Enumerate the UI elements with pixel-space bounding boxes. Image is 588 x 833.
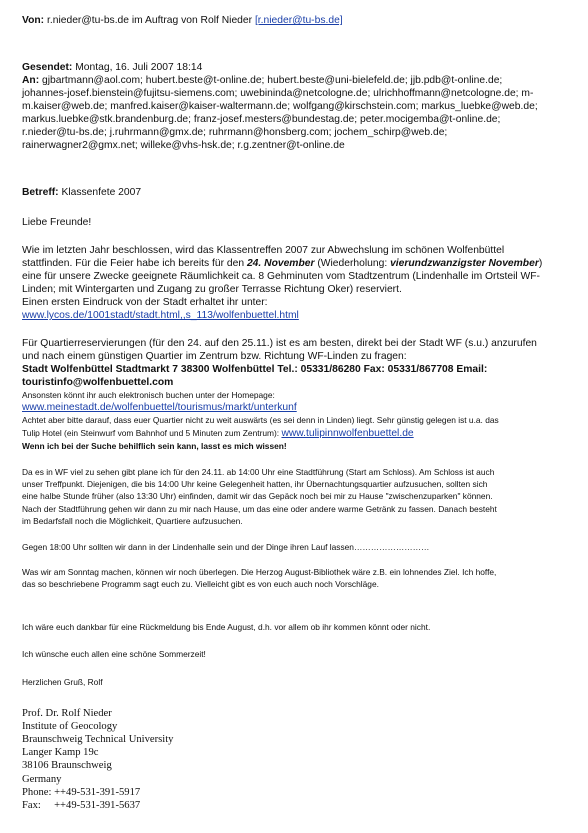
subject-label: Betreff:	[22, 187, 59, 198]
from-email-link[interactable]: [r.nieder@tu-bs.de]	[254, 15, 343, 26]
to-label: An:	[22, 75, 40, 86]
event-date: 24. November	[246, 258, 315, 269]
signature-line: Institute of Geocology	[22, 721, 118, 733]
paragraph-event: Wie im letzten Jahr beschlossen, wird das Klassentreffen 2007 zur Abwechslung im schönen Wolfenbüttel stattfinden. Für die Feier habe ich bereits für den 24. November (Wiederholung: vierundzwanzigster November) eine für unsere Zwecke geeignete Räumlichkeit ca. 8 Gehminuten vom Stadtzentrum (Lindenhalle im Ortsteil WF- Linden; mit Wintergarten und Zugang zu großer Terrasse Richtung Oker) reserviert. Einen ersten Eindruck von der Stadt erhaltet ihr unter: www.lycos.de/1001stadt/stadt.html,,s_113/wolfenbuettel.html	[22, 245, 543, 321]
recipients-line: An: gjbartmann@aol.com; hubert.beste@t-online.de; hubert.beste@uni-bielefeld.de; jjb.pdb@t-online.de;	[22, 75, 503, 86]
paragraph-lodging: Für Quartierreservierungen (für den 24. auf den 25.11.) ist es am besten, direkt bei der Stadt WF (s.u.) anzurufen und nach einem günstigen Quartier im Zentrum bzw. Richtung WF-Linden zu fragen: Stadt Wolfenbüttel Stadtmarkt 7 38300 Wolfenbüttel Tel.: 05331/86280 Fax: 05331/867708 Email: touristinfo@wolfenbuettel.com Ansonsten könnt ihr auch elektronisch buchen unter der Homepage: www.meinestadt.de/wolfenbuettel/tourismus/markt/unterkunf Achtet aber bitte darauf, dass euer Quartier nicht zu weit auswärts (es sei denn in Linden) liegt. Sehr günstig gelegen ist u.a. das Tulip Hotel (ein Steinwurf vom Bahnhof und 5 Minuten zum Zentrum): www.tulipinnwolfenbuettel.de Wenn ich bei der Suche behilflich sein kann, lasst es mich wissen!	[22, 337, 567, 453]
sent-line	[22, 61, 567, 74]
closing: Herzlichen Gruß, Rolf	[22, 676, 103, 687]
signature-line: Germany	[22, 773, 62, 785]
from-line	[22, 14, 567, 27]
signature-line: 38106 Braunschweig	[22, 760, 112, 772]
recipients-line: johannes-josef.bienstein@fujitsu-siemens.com; uwebininda@netcologne.de; ulrichhoffmann@netcologne.de; m-	[22, 88, 534, 99]
recipients-line: m.kaiser@web.de; manfred.kaiser@kaiser-waltermann.de; wolfgang@kirschstein.com; markus_luebke@web.de;	[22, 101, 538, 112]
tourist-office-email: touristinfo@wolfenbuettel.com	[22, 377, 174, 388]
hotel-link[interactable]: www.tulipinnwolfenbuettel.de	[281, 427, 414, 439]
paragraph-evening: Gegen 18:00 Uhr sollten wir dann in der Lindenhalle sein und der Dinge ihren Lauf lassen………………………	[22, 541, 430, 552]
signature-fax: Fax: ++49-531-391-5637	[22, 799, 141, 811]
tourist-office-address: Stadt Wolfenbüttel Stadtmarkt 7 38300 Wolfenbüttel Tel.: 05331/86280 Fax: 05331/867708 Email:	[22, 364, 488, 375]
signature-phone: Phone: ++49-531-391-5917	[22, 786, 141, 798]
recipients-line: r.nieder@tu-bs.de; j.ruhrmann@gmx.de; ruhrmann@honsberg.com; jochem_schirp@web.de;	[22, 127, 448, 138]
subject-line	[22, 186, 567, 199]
from-value: r.nieder@tu-bs.de im Auftrag von Rolf Nieder	[47, 15, 253, 26]
email-document	[22, 14, 567, 812]
paragraph-wishes: Ich wünsche euch allen eine schöne Sommerzeit!	[22, 649, 206, 660]
paragraph-sunday: Was wir am Sonntag machen, können wir noch überlegen. Die Herzog August-Bibliothek wäre z.B. ein lohnendes Ziel. Ich hoffe, das so beschriebene Programm sagt euch zu. Vielleicht gibt es von euch auch noch Vorschläge.	[22, 567, 497, 590]
paragraph-feedback: Ich wäre euch dankbar für eine Rückmeldung bis Ende August, d.h. vor allem ob ihr kommen könnt oder nicht.	[22, 621, 431, 632]
recipients-block	[22, 74, 567, 152]
sent-label: Gesendet:	[22, 62, 73, 73]
sent-value: Montag, 16. Juli 2007 18:14	[75, 62, 203, 73]
event-date-repeat: vierundzwanzigster November	[390, 258, 539, 269]
signature-block	[22, 707, 567, 812]
greeting: Liebe Freunde!	[22, 217, 92, 228]
booking-link[interactable]: www.meinestadt.de/wolfenbuettel/tourismus/markt/unterkunf	[22, 402, 297, 414]
recipients-line: markus.luebke@stk.brandenburg.de; franz-josef.mesters@bundestag.de; peter.mocigemba@t-online.de;	[22, 114, 501, 125]
city-info-link[interactable]: www.lycos.de/1001stadt/stadt.html,,s_113/wolfenbuettel.html	[22, 310, 299, 321]
subject-value: Klassenfete 2007	[61, 187, 142, 198]
signature-line: Langer Kamp 19c	[22, 747, 99, 759]
signature-line: Prof. Dr. Rolf Nieder	[22, 708, 112, 720]
recipients-line: rainerwagner2@gmx.net; willeke@vhs-hsk.de; r.g.zentner@t-online.de	[22, 140, 345, 151]
signature-line: Braunschweig Technical University	[22, 734, 174, 746]
paragraph-tour: Da es in WF viel zu sehen gibt plane ich für den 24.11. ab 14:00 Uhr eine Stadtführung (Start am Schloss). Am Schloss ist auch unser Treffpunkt. Diejenigen, die bis 14:00 Uhr keine Gelegenheit hatten, ihr Übernachtungsquartier aufzusuchen, sollten sich eine halbe Stunde früher (also 13:30 Uhr) einfinden, damit wir das Gepäck noch bei mir zu Hause "zwischenzuparken" können. Nach der Stadtführung gehen wir dann zu mir nach Hause, um das eine oder andere warme Getränk zu fassen. Danach besteht im Bedarfsfall noch die Möglichkeit, Quartiere aufzusuchen.	[22, 466, 497, 527]
from-label: Von:	[22, 15, 45, 26]
